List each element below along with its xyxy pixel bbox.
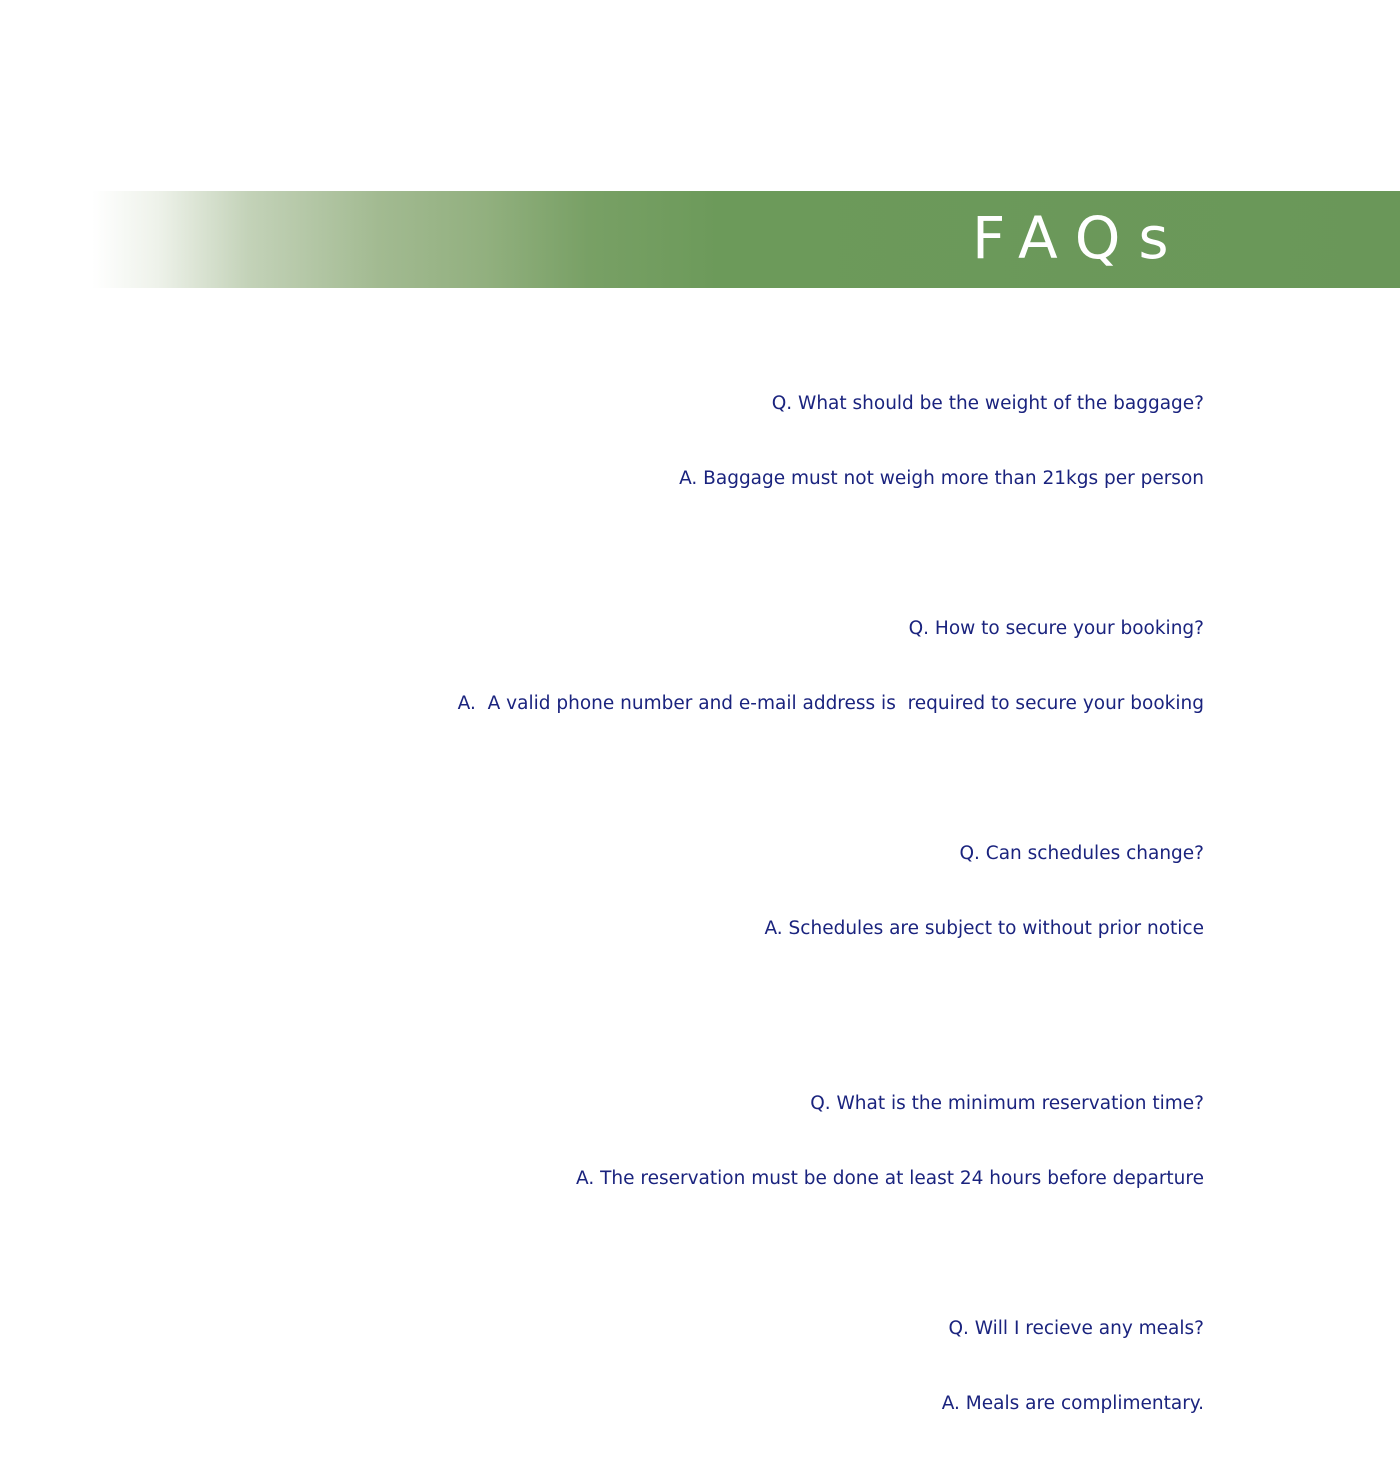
header-banner — [92, 191, 1400, 288]
faq-item-baggage-weight — [458, 341, 1204, 541]
faq-item-meals — [458, 1266, 1204, 1466]
faq-question: Q. How to secure your booking? — [908, 618, 1204, 639]
faq-answer: A. Baggage must not weigh more than 21kgs per person — [679, 468, 1204, 489]
faq-answer: A. Schedules are subject to without prior notice — [764, 918, 1204, 939]
faq-question: Q. What should be the weight of the baggage? — [771, 393, 1204, 414]
faq-list — [458, 341, 1204, 1466]
faq-item-secure-booking — [458, 566, 1204, 766]
page-title: FAQs — [972, 204, 1187, 272]
faq-question: Q. What is the minimum reservation time? — [810, 1093, 1204, 1114]
faq-question: Q. Will I recieve any meals? — [948, 1318, 1204, 1339]
faq-answer: A. Meals are complimentary. — [941, 1393, 1204, 1414]
faq-answer: A. The reservation must be done at least 24 hours before departure — [576, 1168, 1204, 1189]
faq-question: Q. Can schedules change? — [959, 843, 1204, 864]
faq-item-reservation-time — [458, 1041, 1204, 1241]
faq-item-schedule-change — [458, 791, 1204, 991]
faq-answer: A. A valid phone number and e-mail address is required to secure your booking — [457, 693, 1204, 714]
